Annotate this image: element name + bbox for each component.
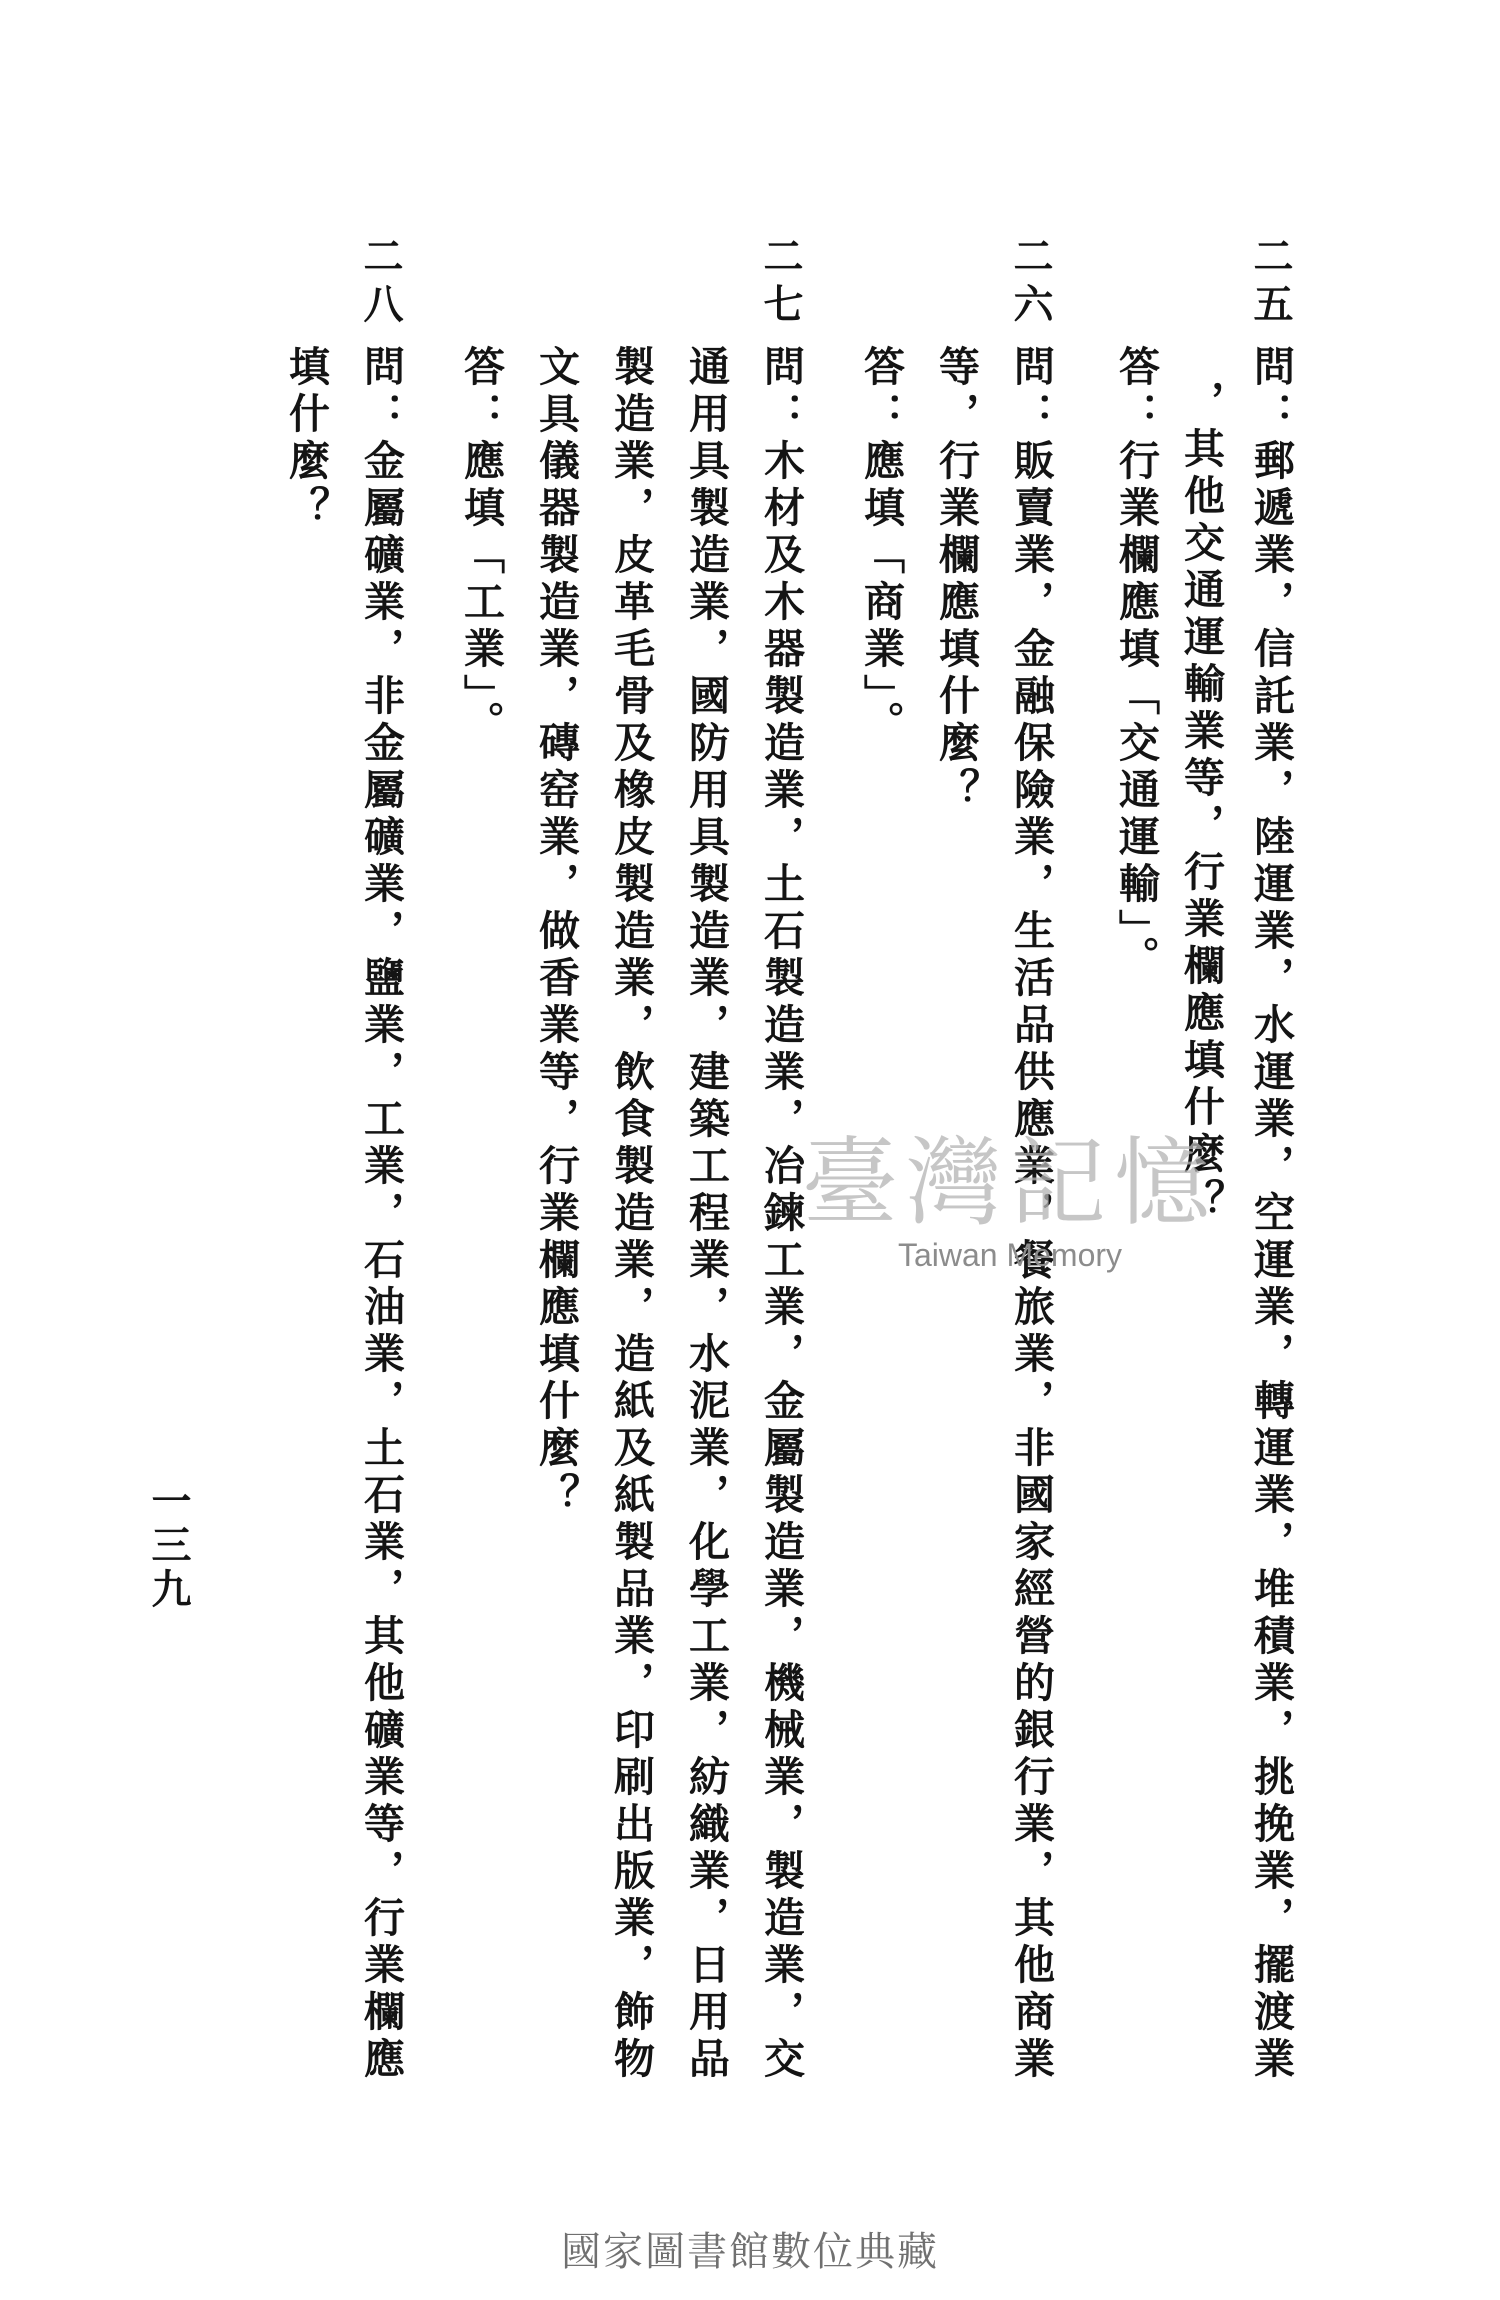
question-25-line-2: ，其他交通運輸業等，行業欄應填什麼？ — [1177, 380, 1225, 1226]
footer-library-credit: 國家圖書館數位典藏 — [561, 2229, 939, 2275]
question-number-25: 二五 — [1247, 235, 1294, 331]
taiwan-memory-watermark — [770, 1127, 1250, 1305]
answer-27: 答：應填「工業」。 — [457, 345, 505, 748]
question-27-line-4: 文具儀器製造業，磚窑業，做香業等，行業欄應填什麼？ — [532, 345, 580, 1520]
question-26-line-2: 等，行業欄應填什麼？ — [932, 345, 980, 815]
question-number-26: 二六 — [1007, 235, 1054, 331]
question-28-line-2: 填什麼？ — [282, 345, 330, 533]
question-25-line-1: 問：郵遞業，信託業，陸運業，水運業，空運業，轉運業，堆積業，挑挽業，擺渡業 — [1247, 345, 1295, 2084]
question-number-27: 二七 — [757, 235, 804, 331]
page-number: 一三九 — [145, 1480, 192, 1612]
question-27-line-3: 製造業，皮革毛骨及橡皮製造業，飲食製造業，造紙及紙製品業，印刷出版業，飾物 — [607, 345, 655, 2084]
answer-26: 答：應填「商業」。 — [857, 345, 905, 748]
question-27-line-2: 通用具製造業，國防用具製造業，建築工程業，水泥業，化學工業，紡織業，日用品 — [682, 345, 730, 2084]
question-26-line-1: 問：販賣業，金融保險業，生活品供應業，餐旅業，非國家經營的銀行業，其他商業 — [1007, 345, 1055, 2084]
watermark-chinese: 臺灣記憶 — [802, 1127, 1218, 1239]
question-28-line-1: 問：金屬礦業，非金屬礦業，鹽業，工業，石油業，土石業，其他礦業等，行業欄應 — [357, 345, 405, 2084]
answer-25: 答：行業欄應填「交通運輸」。 — [1112, 345, 1160, 983]
watermark-english: Taiwan Memory — [897, 1237, 1123, 1273]
question-number-28: 二八 — [357, 235, 404, 331]
question-27-line-1: 問：木材及木器製造業，土石製造業，冶鍊工業，金屬製造業，機械業，製造業，交 — [757, 345, 805, 2084]
